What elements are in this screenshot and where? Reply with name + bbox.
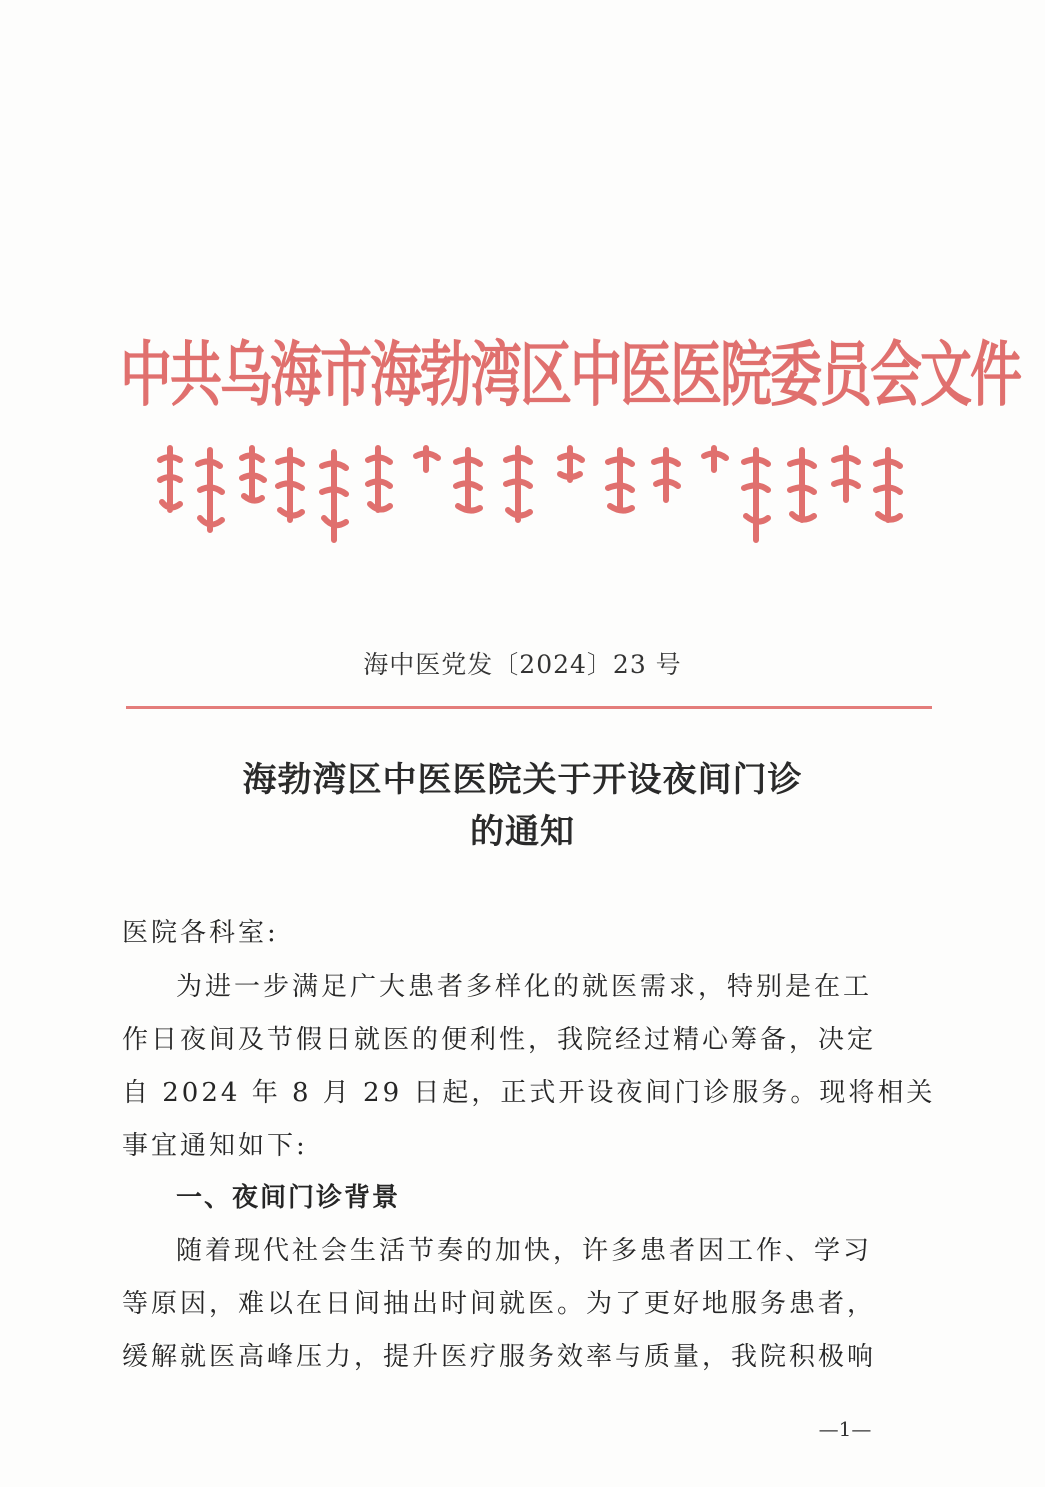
document-number: 海中医党发〔2024〕23 号	[363, 650, 682, 679]
notice-title-line-1: 海勃湾区中医医院关于开设夜间门诊	[242, 760, 803, 800]
paragraph-2-line-1: 随着现代社会生活节奏的加快，许多患者因工作、学习	[176, 1236, 873, 1266]
paragraph-1-line-1: 为进一步满足广大患者多样化的就医需求，特别是在工	[176, 972, 873, 1002]
mongolian-script-header	[150, 440, 910, 550]
notice-title-line-2: 的通知	[470, 812, 575, 852]
red-header-org-title: 中共乌海市海勃湾区中医医院委员会文件	[120, 334, 1021, 417]
page-number: —1—	[818, 1417, 872, 1441]
red-divider-rule	[126, 706, 932, 709]
section-1-heading: 一、夜间门诊背景	[176, 1183, 401, 1213]
paragraph-2-line-3: 缓解就医高峰压力，提升医疗服务效率与质量，我院积极响	[122, 1342, 877, 1372]
salutation: 医院各科室:	[122, 918, 279, 948]
paragraph-1-line-4: 事宜通知如下:	[122, 1131, 308, 1161]
paragraph-2-line-2: 等原因，难以在日间抽出时间就医。为了更好地服务患者，	[122, 1289, 877, 1319]
paragraph-1-line-3: 自 2024 年 8 月 29 日起，正式开设夜间门诊服务。现将相关	[122, 1078, 936, 1108]
paragraph-1-line-2: 作日夜间及节假日就医的便利性，我院经过精心筹备，决定	[122, 1025, 877, 1055]
